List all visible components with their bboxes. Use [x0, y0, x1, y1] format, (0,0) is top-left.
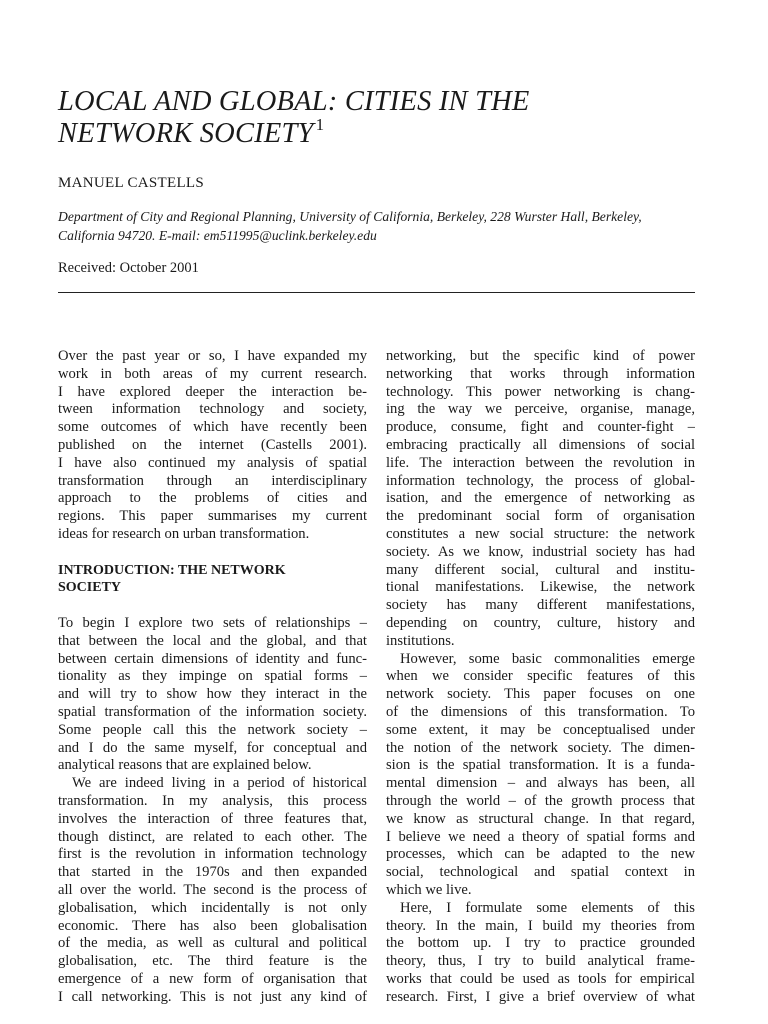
text-line: mental dimension – and always has been, all	[386, 775, 695, 792]
title-line-2-text: NETWORK SOCIETY	[58, 118, 314, 149]
text-line: when we consider specific features of this	[386, 668, 695, 685]
text-line: I have also continued my analysis of spatial	[58, 454, 367, 471]
text-line: life. The interaction between the revolution in	[386, 454, 695, 471]
text-line: society. As we know, industrial society has had	[386, 543, 695, 560]
text-line: I believe we need a theory of spatial forms and	[386, 828, 695, 845]
text-line: depending on country, culture, history and	[386, 614, 695, 631]
text-line: the notion of the network society. The dimen-	[386, 739, 695, 756]
text-line: We are indeed living in a period of historical	[72, 775, 367, 792]
text-line: analytical reasons that are explained below.	[58, 757, 312, 774]
text-line: some outcomes of which have recently been	[58, 419, 367, 436]
text-line: approach to the problems of cities and	[58, 490, 367, 507]
article-title	[58, 86, 718, 150]
header-divider	[58, 292, 695, 293]
text-line: tween information technology and society,	[58, 401, 367, 418]
left-paragraph-1	[58, 348, 367, 544]
text-line: transformation. In my analysis, this process	[58, 792, 367, 809]
text-line: first is the revolution in information technology	[58, 846, 367, 863]
text-line: of the media, as well as cultural and political	[58, 935, 367, 952]
section-heading-line-2: SOCIETY	[58, 580, 122, 596]
text-line: social, technological and spatial context in	[386, 864, 695, 881]
affiliation-line-1: Department of City and Regional Planning, University of California, Berkeley, 228 Wurster Hall, Berkeley,	[58, 209, 642, 224]
text-line: theory, thus, I try to build analytical frame-	[386, 953, 695, 970]
text-line: published on the internet (Castells 2001).	[58, 436, 367, 453]
text-line: regions. This paper summarises my current	[58, 508, 367, 525]
right-column	[386, 348, 695, 1006]
text-line: though distinct, are related to each other. The	[58, 828, 367, 845]
affiliation-line-2: California 94720. E-mail: em511995@uclink.berkeley.edu	[58, 228, 377, 243]
text-line: work in both areas of my current research.	[58, 365, 367, 382]
text-line: sion is the spatial transformation. It is a funda-	[386, 757, 695, 774]
text-line: embracing practically all dimensions of social	[386, 436, 695, 453]
author-affiliation	[58, 207, 698, 245]
text-line: technology. This power networking is chang-	[386, 383, 695, 400]
left-paragraph-2	[58, 615, 367, 775]
author-name: MANUEL CASTELLS	[58, 175, 205, 191]
text-line: I have explored deeper the interaction be-	[58, 383, 367, 400]
text-line: institutions.	[386, 632, 455, 649]
text-line: involves the interaction of three features that,	[58, 810, 367, 827]
text-line: all over the world. The second is the process of	[58, 881, 367, 898]
left-paragraph-3	[58, 775, 367, 1006]
text-line: spatial transformation of the information society.	[58, 703, 367, 720]
text-line: and I do the same myself, for conceptual and	[58, 739, 367, 756]
text-line: and will try to show how they interact in the	[58, 686, 367, 703]
text-line: economic. There has also been globalisation	[58, 917, 367, 934]
right-paragraph-1	[386, 348, 695, 651]
text-line: ideas for research on urban transformation.	[58, 525, 310, 542]
text-line: emergence of a new form of organisation that	[58, 970, 367, 987]
text-line: works that could be used as tools for empirical	[386, 970, 695, 987]
text-line: research. First, I give a brief overview of what	[386, 988, 695, 1005]
text-line: globalisation, etc. The third feature is the	[58, 953, 367, 970]
text-line: ing the way we perceive, organise, manage,	[386, 401, 695, 418]
left-column	[58, 348, 367, 1006]
text-line: transformation through an interdisciplinary	[58, 472, 367, 489]
text-line: between certain dimensions of identity and func-	[58, 650, 367, 667]
text-line: tionality as they impinge on spatial forms –	[58, 668, 367, 685]
text-line: the bottom up. I try to practice grounded	[386, 935, 695, 952]
title-footnote-marker: 1	[315, 115, 325, 134]
text-line: processes, which can be adapted to the new	[386, 846, 695, 863]
right-paragraph-3	[386, 900, 695, 1007]
text-line: I call networking. This is not just any kind of	[58, 988, 367, 1005]
section-heading-line-1: INTRODUCTION: THE NETWORK	[58, 562, 286, 578]
text-line: theory. In the main, I build my theories from	[386, 917, 695, 934]
text-line: of the dimensions of this transformation. To	[386, 703, 695, 720]
text-line: through the world – of the growth process that	[386, 792, 695, 809]
text-line: networking that works through information	[386, 365, 695, 382]
text-line: To begin I explore two sets of relationships –	[58, 614, 367, 631]
right-paragraph-2	[386, 651, 695, 900]
text-line: tional manifestations. Likewise, the network	[386, 579, 695, 596]
text-line: that started in the 1970s and then expanded	[58, 864, 367, 881]
text-line: society has many different manifestations,	[386, 597, 695, 614]
text-line: Over the past year or so, I have expanded my	[58, 348, 367, 364]
text-line: which we live.	[386, 881, 472, 898]
text-line: network society. This paper focuses on one	[386, 686, 695, 703]
spacer	[58, 597, 367, 615]
text-line: However, some basic commonalities emerge	[400, 650, 695, 667]
text-line: networking, but the specific kind of power	[386, 348, 695, 364]
text-line: the predominant social form of organisation	[386, 508, 695, 525]
title-line-2	[58, 115, 718, 150]
received-date: Received: October 2001	[58, 260, 199, 276]
text-line: many different social, cultural and institu-	[386, 561, 695, 578]
text-line: produce, consume, fight and counter-fight –	[386, 419, 695, 436]
text-line: some extent, it may be conceptualised under	[386, 721, 695, 738]
text-line: constitutes a new social structure: the network	[386, 525, 695, 542]
text-line: Here, I formulate some elements of this	[400, 899, 695, 916]
text-line: that between the local and the global, and that	[58, 632, 367, 649]
text-line: isation, and the emergence of networking as	[386, 490, 695, 507]
text-line: Some people call this the network society –	[58, 721, 367, 738]
spacer	[58, 544, 367, 562]
text-line: we know as structural change. In that regard,	[386, 810, 695, 827]
text-line: information technology, the process of global-	[386, 472, 695, 489]
title-line-1: LOCAL AND GLOBAL: CITIES IN THE	[58, 86, 530, 117]
text-line: globalisation, which incidentally is not only	[58, 899, 367, 916]
